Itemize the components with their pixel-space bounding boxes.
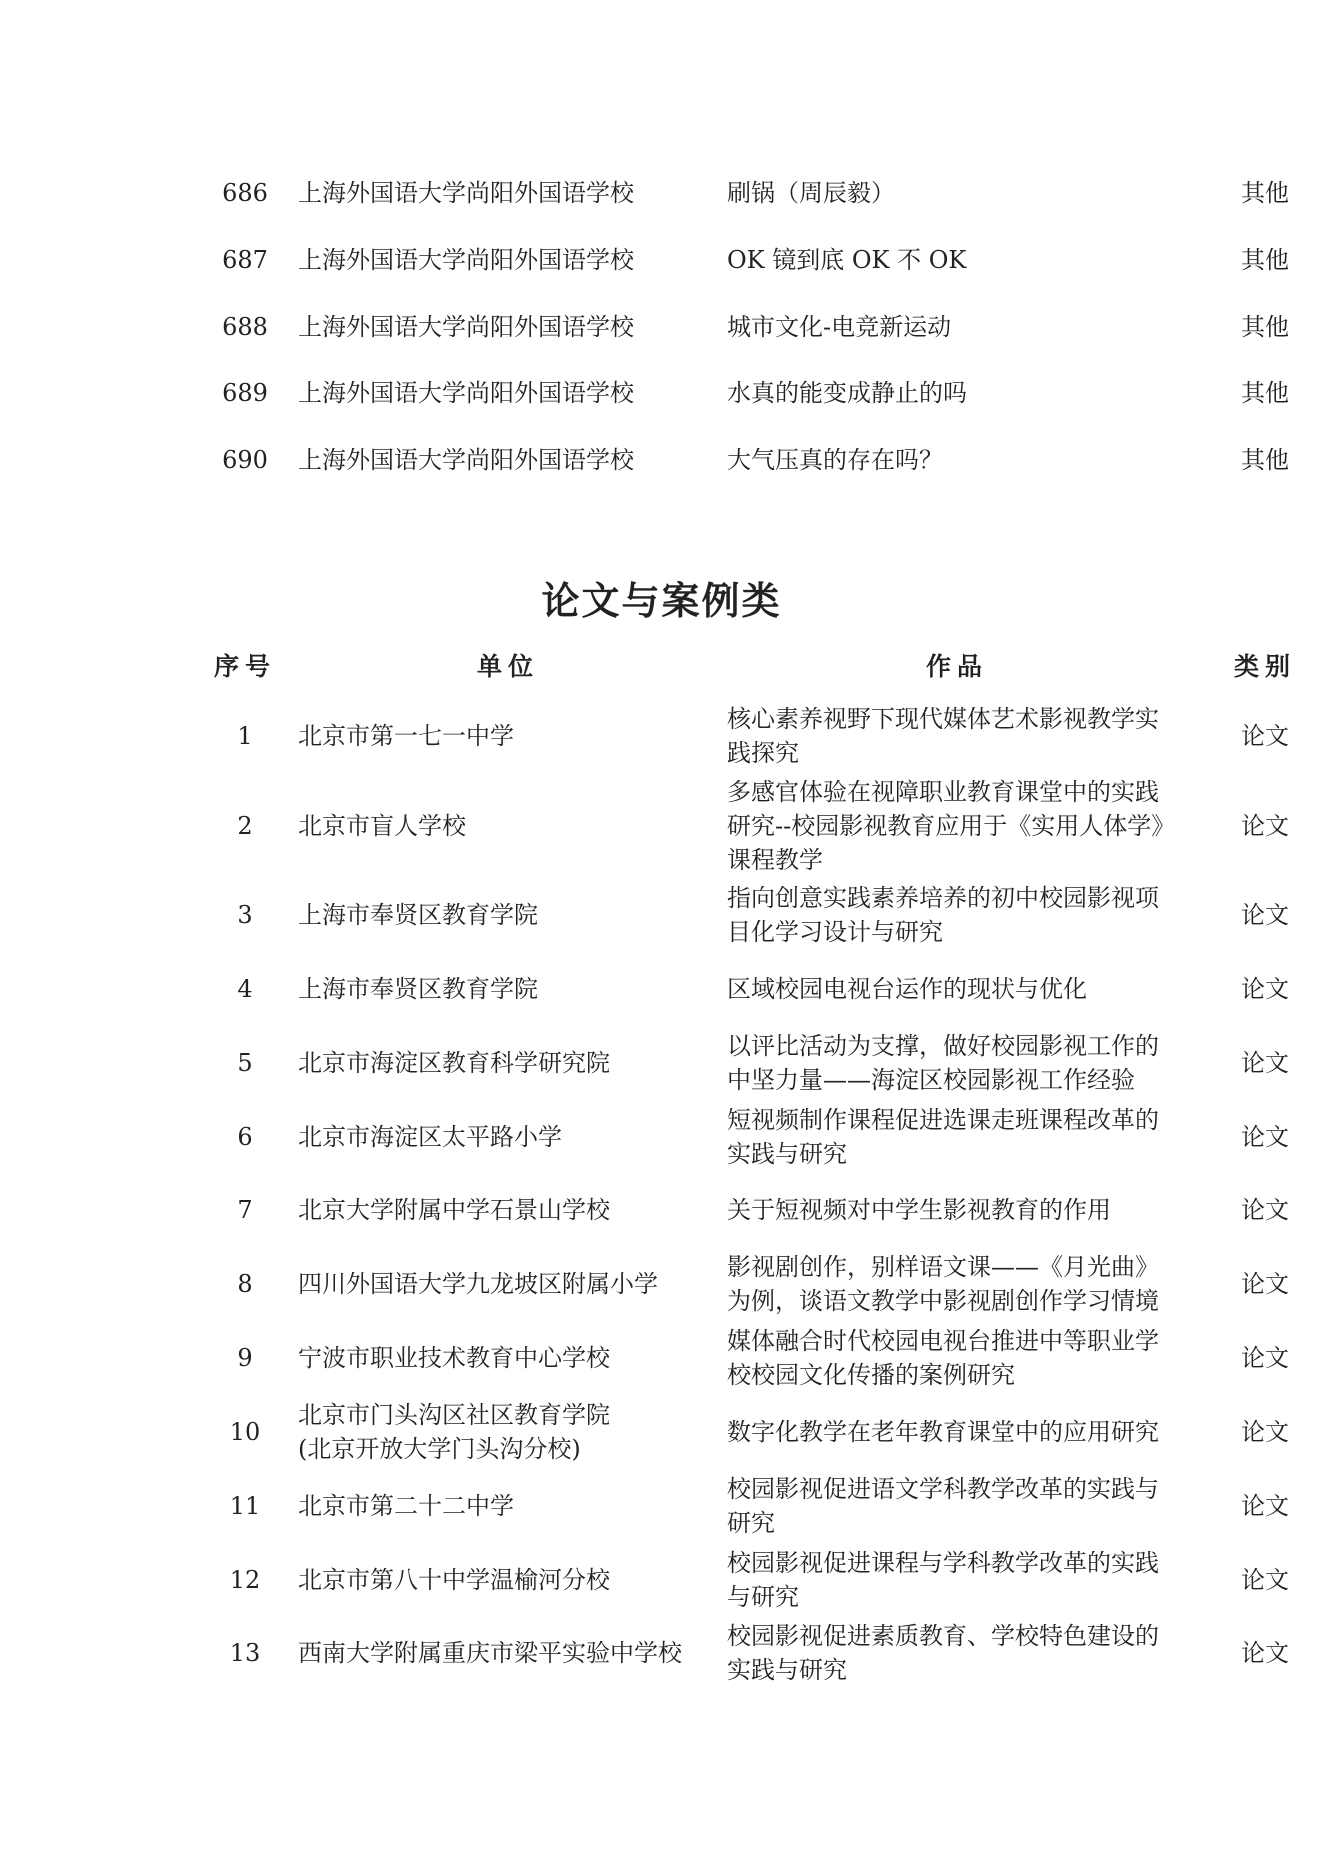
row-work-line: 中坚力量——海淀区校园影视工作经验 — [727, 1066, 1135, 1094]
row-work-line: 以评比活动为支撑，做好校园影视工作的 — [727, 1032, 1159, 1060]
row-work-line: 与研究 — [727, 1583, 799, 1611]
row-cat: 其他 — [1241, 446, 1289, 474]
row-cat: 其他 — [1241, 379, 1289, 407]
row-work-line: 实践与研究 — [727, 1140, 847, 1168]
row-cat: 其他 — [1241, 179, 1289, 207]
row-work-line: 影视剧创作，别样语文课——《月光曲》 — [727, 1253, 1159, 1281]
row-num: 1 — [237, 722, 253, 750]
row-num: 3 — [237, 901, 253, 929]
row-unit-line: 北京市海淀区教育科学研究院 — [298, 1049, 610, 1077]
row-num: 4 — [237, 975, 253, 1003]
row-unit-line: 四川外国语大学九龙坡区附属小学 — [298, 1270, 658, 1298]
row-num: 9 — [237, 1344, 253, 1372]
row-unit: 上海外国语大学尚阳外国语学校 — [298, 246, 634, 274]
row-unit-line: 上海市奉贤区教育学院 — [298, 901, 538, 929]
row-cat: 论文 — [1241, 722, 1289, 750]
row-work-line: 目化学习设计与研究 — [727, 918, 943, 946]
row-unit-line: 北京大学附属中学石景山学校 — [298, 1196, 610, 1224]
table-row — [0, 168, 1323, 218]
row-unit-line: 北京市门头沟区社区教育学院 — [298, 1401, 610, 1429]
row-cat: 论文 — [1241, 975, 1289, 1003]
row-work: 大气压真的存在吗？ — [727, 446, 943, 474]
row-num: 689 — [222, 379, 268, 407]
row-work-line: 校园影视促进课程与学科教学改革的实践 — [727, 1549, 1159, 1577]
row-num: 686 — [222, 179, 268, 207]
row-work-line: 区域校园电视台运作的现状与优化 — [727, 975, 1087, 1003]
row-unit — [298, 1599, 718, 1707]
section-title: 论文与案例类 — [541, 578, 782, 623]
table-row — [0, 1599, 1323, 1707]
row-num: 11 — [229, 1492, 261, 1520]
row-unit-line: 北京市第一七一中学 — [298, 722, 514, 750]
table-row — [0, 235, 1323, 285]
row-num: 10 — [229, 1418, 261, 1446]
row-cat: 其他 — [1241, 246, 1289, 274]
row-cat: 论文 — [1241, 1123, 1289, 1151]
row-work-line: 关于短视频对中学生影视教育的作用 — [727, 1196, 1111, 1224]
row-num: 687 — [222, 246, 268, 274]
row-num: 6 — [237, 1123, 253, 1151]
row-work-line: 数字化教学在老年教育课堂中的应用研究 — [727, 1418, 1159, 1446]
row-work-line: 研究--校园影视教育应用于《实用人体学》 — [727, 812, 1176, 840]
header-num: 序号 — [213, 652, 276, 681]
row-unit-line: (北京开放大学门头沟分校) — [298, 1435, 581, 1463]
row-num: 5 — [237, 1049, 253, 1077]
row-work-line: 媒体融合时代校园电视台推进中等职业学 — [727, 1327, 1159, 1355]
row-work-line: 校校园文化传播的案例研究 — [727, 1361, 1015, 1389]
row-cat: 论文 — [1241, 1344, 1289, 1372]
row-unit: 上海外国语大学尚阳外国语学校 — [298, 179, 634, 207]
row-unit: 上海外国语大学尚阳外国语学校 — [298, 379, 634, 407]
row-cat: 论文 — [1241, 1418, 1289, 1446]
row-cat: 论文 — [1241, 1492, 1289, 1520]
row-work — [727, 1599, 1187, 1707]
row-work-line: 校园影视促进素质教育、学校特色建设的 — [727, 1622, 1159, 1650]
row-unit: 上海外国语大学尚阳外国语学校 — [298, 446, 634, 474]
row-work-line: 多感官体验在视障职业教育课堂中的实践 — [727, 778, 1159, 806]
row-work-line: 实践与研究 — [727, 1656, 847, 1684]
row-unit-line: 北京市第二十二中学 — [298, 1492, 514, 1520]
row-unit-line: 上海市奉贤区教育学院 — [298, 975, 538, 1003]
row-work-line: 课程教学 — [727, 846, 823, 874]
row-work-line: 为例，谈语文教学中影视剧创作学习情境 — [727, 1287, 1159, 1315]
row-cat: 论文 — [1241, 1196, 1289, 1224]
row-unit-line: 北京市盲人学校 — [298, 812, 466, 840]
row-unit-line: 西南大学附属重庆市梁平实验中学校 — [298, 1639, 682, 1667]
row-num: 688 — [222, 313, 268, 341]
header-cat: 类别 — [1233, 652, 1296, 681]
row-cat: 论文 — [1241, 901, 1289, 929]
row-unit-line: 北京市第八十中学温榆河分校 — [298, 1566, 610, 1594]
table-row — [0, 435, 1323, 485]
row-work-line: 短视频制作课程促进选课走班课程改革的 — [727, 1106, 1159, 1134]
row-work: 水真的能变成静止的吗 — [727, 379, 967, 407]
row-work-line: 研究 — [727, 1509, 775, 1537]
row-num: 13 — [229, 1639, 261, 1667]
row-num: 8 — [237, 1270, 253, 1298]
row-unit-line: 北京市海淀区太平路小学 — [298, 1123, 562, 1151]
row-cat: 论文 — [1241, 812, 1289, 840]
table-row — [0, 302, 1323, 352]
row-cat: 论文 — [1241, 1566, 1289, 1594]
row-num: 12 — [229, 1566, 261, 1594]
row-work-line: 指向创意实践素养培养的初中校园影视项 — [727, 884, 1159, 912]
row-work-line: 校园影视促进语文学科教学改革的实践与 — [727, 1475, 1159, 1503]
table-row — [0, 368, 1323, 418]
row-num: 2 — [237, 812, 253, 840]
row-work: OK 镜到底 OK 不 OK — [727, 246, 967, 274]
row-cat: 论文 — [1241, 1270, 1289, 1298]
row-num: 7 — [237, 1196, 253, 1224]
row-unit: 上海外国语大学尚阳外国语学校 — [298, 313, 634, 341]
row-work-line: 践探究 — [727, 739, 799, 767]
row-unit-line: 宁波市职业技术教育中心学校 — [298, 1344, 610, 1372]
header-work: 作品 — [925, 652, 988, 681]
row-work: 刷锅（周辰毅） — [727, 179, 895, 207]
row-cat: 论文 — [1241, 1049, 1289, 1077]
row-cat: 其他 — [1241, 313, 1289, 341]
row-num: 690 — [222, 446, 268, 474]
header-unit: 单位 — [476, 652, 539, 681]
row-work-line: 核心素养视野下现代媒体艺术影视教学实 — [727, 705, 1159, 733]
row-work: 城市文化-电竞新运动 — [727, 313, 952, 341]
row-cat: 论文 — [1241, 1639, 1289, 1667]
